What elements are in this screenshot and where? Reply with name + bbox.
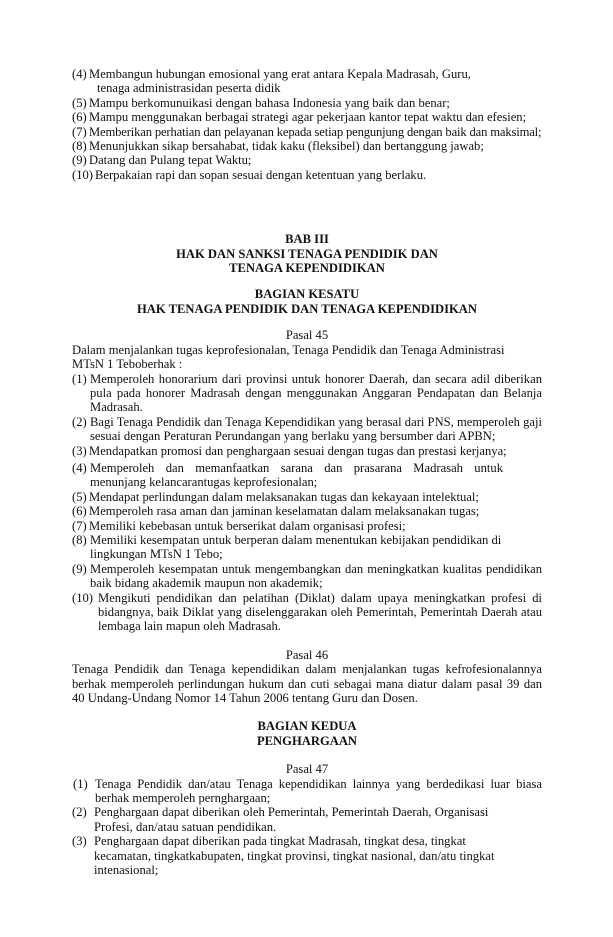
- item-number: (6): [72, 504, 87, 519]
- item-text: Datang dan Pulang tepat Waktu;: [89, 153, 252, 168]
- item-text: Bagi Tenaga Pendidik dan Tenaga Kependidikan yang berasal dari PNS, memperoleh gaji sesuai dengan Peraturan Perundangan yang berlaku yang bersumber dari APBN;: [90, 414, 542, 444]
- item-number: (8): [72, 139, 87, 154]
- item-number: (4): [72, 460, 87, 475]
- list-item: [72, 490, 542, 504]
- document-page: [72, 67, 542, 878]
- item-number: (2): [72, 414, 87, 429]
- item-text: Memperoleh kesempatan untuk mengembangkan dan meningkatkan kualitas pendidikan baik bidang akademik maupun non akademik;: [90, 561, 542, 591]
- item-text: Mampu berkomunuikasi dengan bahasa Indonesia yang baik dan benar;: [89, 95, 450, 110]
- item-number: (5): [72, 95, 87, 110]
- list-item: [73, 777, 542, 806]
- list-item: [72, 504, 542, 518]
- pasal-47: [72, 762, 542, 877]
- item-text: Menunjukkan sikap bersahabat, tidak kaku (fleksibel) dan bertanggung jawab;: [89, 139, 484, 154]
- item-text: Tenaga Pendidik dan/atau Tenaga kependidikan lainnya yang berdedikasi luar biasa berhak memperoleh pernghargaan;: [95, 776, 542, 806]
- list-item: [72, 519, 542, 533]
- chapter-title: TENAGA KEPENDIDIKAN: [229, 261, 385, 276]
- article-heading: Pasal 45: [285, 328, 329, 343]
- list-item: [72, 533, 542, 562]
- item-number: (1): [72, 371, 87, 386]
- article-heading: Pasal 47: [285, 762, 329, 777]
- list-item: [72, 444, 542, 458]
- article-heading: Pasal 46: [285, 647, 329, 662]
- item-number: (1): [73, 776, 88, 791]
- pasal-46: [72, 648, 542, 706]
- article-intro: Dalam menjalankan tugas keprofesionalan, Tenaga Pendidik dan Tenaga Administrasi MTsN 1 Teboberhak :: [72, 342, 505, 372]
- item-text: Memberikan perhatian dan pelayanan kepada setiap pengunjung dengan baik dan maksimal;: [89, 124, 542, 139]
- item-number: (9): [72, 153, 87, 168]
- article-text: Tenaga Pendidik dan Tenaga kependidikan dalam menjalankan tugas kefrofesionalannya berhak memperoleh perlindungan hukum dan cuti sebagai mana diatur dalam pasal 39 dan 40 Undang-Undang Nomor 14 Tahun 2006 tentang Guru dan Dosen.: [72, 662, 542, 706]
- item-number: (4): [72, 67, 87, 81]
- list-item: [72, 805, 514, 834]
- list-item: [72, 139, 542, 153]
- item-number: (2): [72, 805, 87, 820]
- item-text: Berpakaian rapi dan sopan sesuai dengan ketentuan yang berlaku.: [95, 167, 427, 182]
- item-text: Mampu menggunakan berbagai strategi agar pekerjaan kantor tepat waktu dan efesien;: [89, 110, 527, 125]
- item-number: (10): [72, 167, 93, 182]
- item-text: Mendapatkan promosi dan penghargaan sesuai dengan tugas dan prestasi kerjanya;: [89, 443, 507, 458]
- list-item: [72, 562, 542, 591]
- list-item: [72, 153, 542, 167]
- chapter-title: HAK DAN SANKSI TENAGA PENDIDIK DAN: [176, 246, 438, 261]
- item-text: Memiliki kesempatan untuk berperan dalam menentukan kebijakan pendidikan di lingkungan MTsN 1 Tebo;: [90, 532, 502, 562]
- item-number: (6): [72, 110, 87, 125]
- section-label: BAGIAN KESATU: [254, 287, 360, 302]
- item-number: (7): [72, 124, 87, 139]
- item-number: (7): [72, 518, 87, 533]
- chapter-label: BAB III: [285, 232, 329, 247]
- section-heading: [72, 719, 542, 748]
- item-text: Membangun hubungan emosional yang erat antara Kepala Madrasah, Guru, tenaga administrasidan peserta didik: [89, 67, 471, 96]
- list-item: [72, 415, 542, 444]
- section-heading: [72, 287, 542, 316]
- section-title: HAK TENAGA PENDIDIK DAN TENAGA KEPENDIDIKAN: [137, 301, 477, 316]
- item-number: (3): [72, 443, 87, 458]
- list-item: [72, 591, 542, 634]
- pasal-45: [72, 328, 542, 634]
- list-item: [72, 96, 542, 110]
- item-number: (5): [72, 489, 87, 504]
- section-label: BAGIAN KEDUA: [257, 719, 357, 734]
- list-item: [72, 110, 542, 124]
- item-text: Penghargaan dapat diberikan pada tingkat Madrasah, tingkat desa, tingkat kecamatan, tingkatkabupaten, tingkat provinsi, tingkat nasional, dan/atu tingkat intenasional;: [94, 834, 495, 878]
- list-item: [72, 67, 542, 96]
- item-text: Memperoleh rasa aman dan jaminan keselamatan dalam melaksanakan tugas;: [89, 504, 480, 519]
- item-text: Mengikuti pendidikan dan pelatihan (Diklat) dalam upaya meningkatkan profesi di bidangnya, baik Diklat yang diselenggarakan oleh Pemerintah, Pemerintah Daerah atau lembaga lain mapun oleh Madrasah.: [98, 590, 542, 634]
- list-item: [72, 168, 542, 182]
- item-number: (9): [72, 561, 87, 576]
- list-item: [72, 461, 503, 490]
- item-text: Memperoleh dan memanfaatkan sarana dan prasarana Madrasah untuk menunjang kelancarantugas keprofesionalan;: [90, 460, 503, 490]
- chapter-heading: [72, 232, 542, 275]
- list-item: [72, 372, 542, 415]
- section-title: PENGHARGAAN: [256, 733, 358, 748]
- list-item: [72, 834, 514, 877]
- list-item: [72, 125, 542, 139]
- item-text: Mendapat perlindungan dalam melaksanakan tugas dan kekayaan intelektual;: [89, 489, 479, 504]
- item-number: (3): [72, 834, 87, 849]
- top-list: [72, 67, 542, 182]
- item-text: Memiliki kebebasan untuk berserikat dalam organisasi profesi;: [89, 518, 406, 533]
- item-number: (8): [72, 532, 87, 547]
- item-text: Memperoleh honorarium dari provinsi untuk honorer Daerah, dan secara adil diberikan pula pada honorer Madrasah dengan menggunakan Anggaran Pendapatan dan Belanja Madrasah.: [90, 371, 542, 415]
- item-number: (10): [72, 590, 93, 605]
- item-text: Penghargaan dapat diberikan oleh Pemerintah, Pemerintah Daerah, Organisasi Profesi, dan/atau satuan pendidikan.: [94, 805, 489, 834]
